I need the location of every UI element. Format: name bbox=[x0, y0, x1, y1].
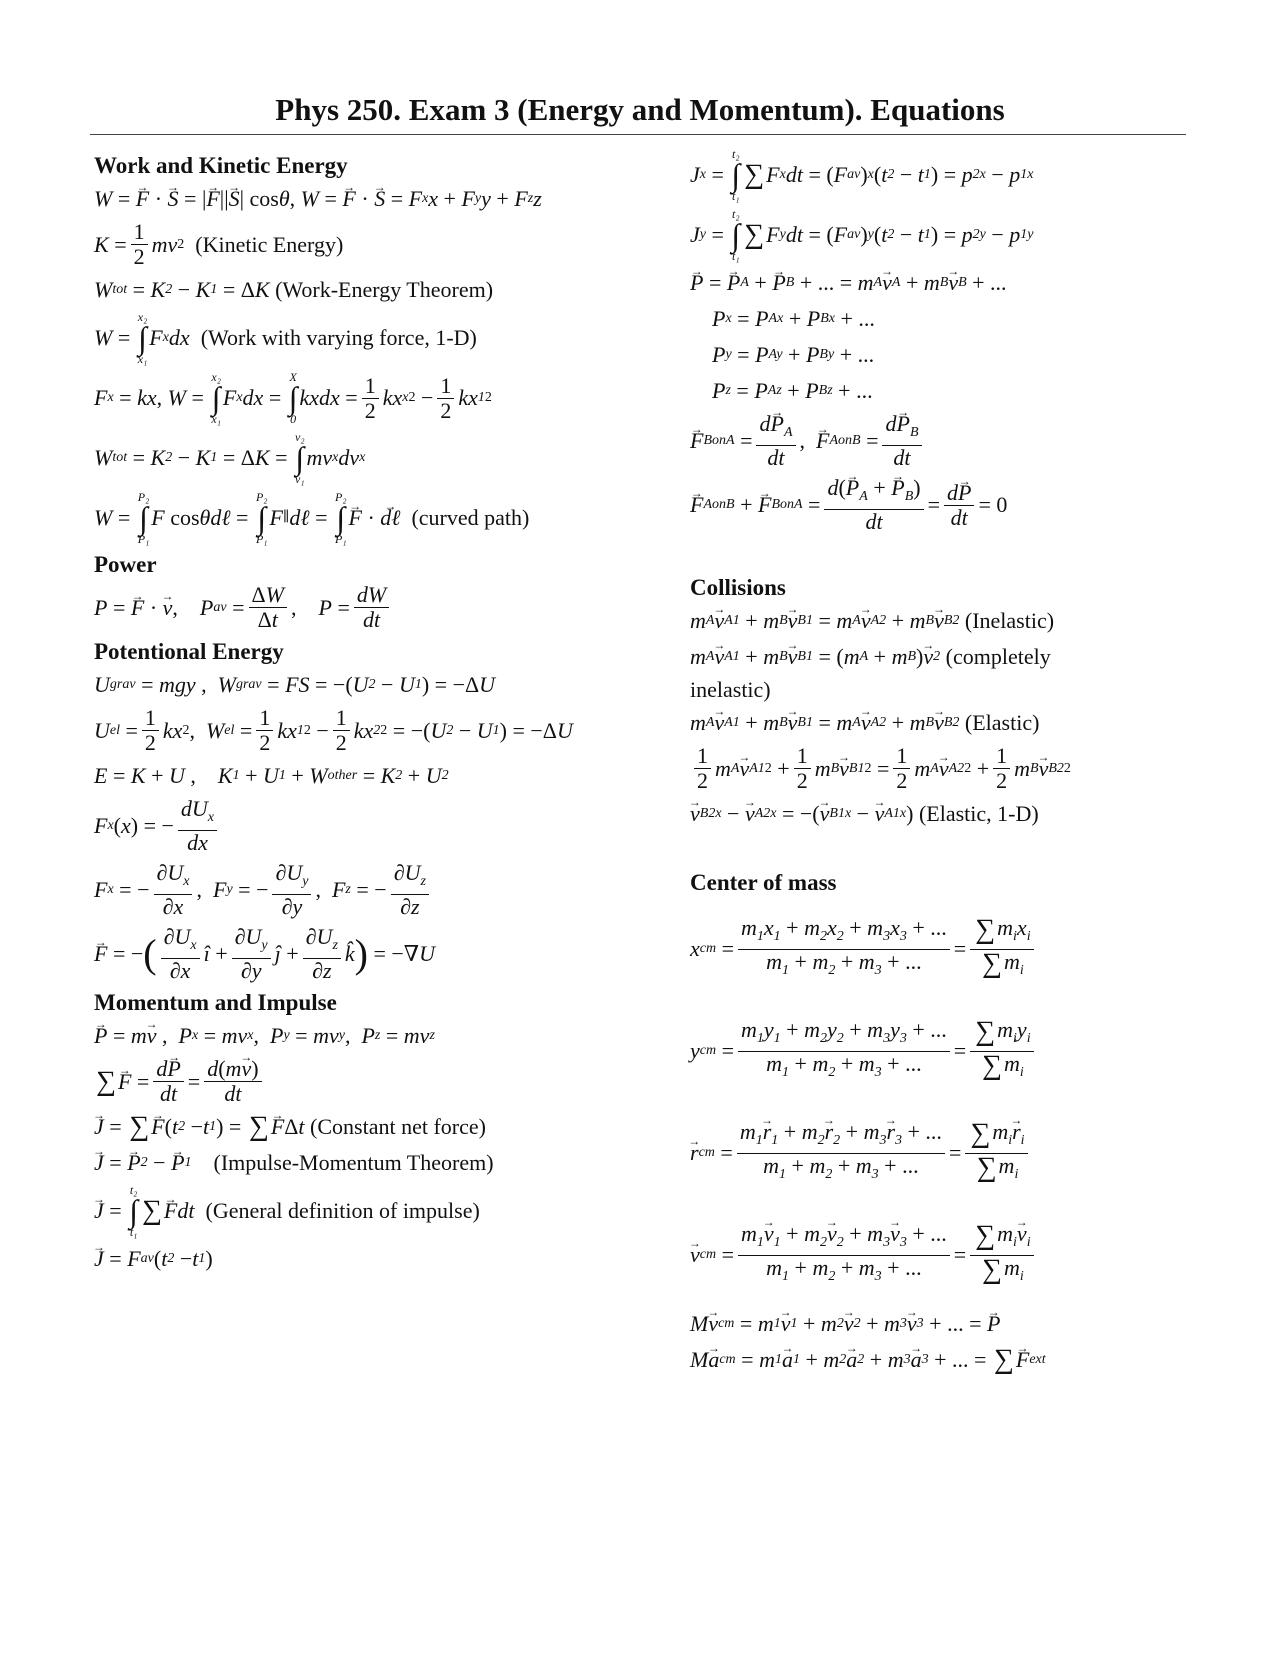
equation-impulse-average-force: → J = F av ( t 2 − t 1 ) bbox=[94, 1244, 654, 1274]
section-heading-potential-energy: Potentional Energy bbox=[94, 639, 284, 664]
equation-collision-completely-inelastic: m A → v A1 + m B → v B1 = ( m A + m B ) → v 2 (completely bbox=[690, 642, 1250, 672]
equation-impulse-x: J x = t₂ ∫ t₁ ∑ F x dt = ( F av ) x ( t 2 − t 1 ) = p 2x − p 1x bbox=[690, 147, 1034, 203]
right-column bbox=[690, 148, 1250, 1381]
equation-note: (Kinetic Energy) bbox=[195, 231, 344, 257]
equation-force-from-potential-1d: F x ( x ) = − $\frac{dU_x}{dx}$ bbox=[94, 797, 654, 855]
equation-total-momentum-cm: M → v cm = m 1 → v 1 + m 2 → v 2 + m 3 → v 3 + ... = → P bbox=[690, 1309, 1250, 1339]
section-heading-center-of-mass: Center of mass bbox=[690, 870, 837, 895]
equation-internal-forces: → F BonA = $\frac{d\to P_A}{dt}$ , → F AonB = $\frac{d\to P_B}{dt}$ bbox=[690, 412, 1250, 470]
equation-note: (General definition of impulse) bbox=[205, 1198, 480, 1223]
equation-center-of-mass-x: x cm = $\frac{m_1x_1 + m_2x_2 + m_3x_3 + ...}{m_1 + m_2 + m_3 + ...}$ = $\frac{\sum m_ix_i}{\sum m_i}$ bbox=[690, 901, 1250, 997]
equation-force-partial-derivatives: F x = − $\frac{\partial U_x}{\partial x}$ , F y = − $\frac{\partial U_y}{\partial y}$ , F z = − $\frac{\partial U_z}{\partial z}$ bbox=[94, 861, 654, 919]
equation-momentum-x: P x = P Ax + P Bx + ... bbox=[712, 306, 875, 331]
equation-work-total-integral: W tot = K 2 − K 1 = Δ K = v₂ ∫ v₁ mv x dv x bbox=[94, 430, 366, 486]
equation-work-curved-path: W = P₂ ∫ P₁ F cos θdℓ = P₂ ∫ P₁ F ∥ dℓ = P₂ ∫ P₁ → F · → dℓ (curved path) bbox=[94, 491, 654, 545]
equation-kinetic-energy: K = $\frac{1}{2}$ mv 2 (Kinetic Energy) bbox=[94, 219, 344, 269]
equation-center-of-mass-v: → v cm = $\frac{m_1\to v_1 + m_2\to v_2 + m_3\to v_3 + ...}{m_1 + m_2 + m_3 + ...}$ = $\frac{\sum m_i\to v_i}{\sum m_i}$ bbox=[690, 1207, 1250, 1303]
equation-collision-elastic-energy: $\frac{1}{2}$ m A → v A1 2 + $\frac{1}{2}$ m B → v B1 2 = $\frac{1}{2}$ m A → v A2 2 + $\frac{1}{2}$ m B → v B2 2 bbox=[690, 744, 1250, 793]
equation-note: inelastic) bbox=[690, 677, 771, 702]
left-column bbox=[94, 152, 654, 1280]
equation-force-gradient: → F = − ( $\frac{\partial U_x}{\partial x}$ î + $\frac{\partial U_y}{\partial y}$ ĵ + $\frac{\partial U_z}{\partial z}$ k̂ ) = −∇ U bbox=[94, 925, 654, 983]
equation-note: (Impulse-Momentum Theorem) bbox=[213, 1150, 494, 1175]
equation-momentum-y: P y = P Ay + P By + ... bbox=[712, 342, 875, 367]
equation-impulse-momentum-theorem: → J = → P 2 − → P 1 (Impulse-Momentum Theorem) bbox=[94, 1148, 654, 1178]
equation-elastic-potential: U el = $\frac{1}{2}$ kx 2 , W el = $\frac{1}{2}$ kx 1 2 − $\frac{1}{2}$ kx 2 2 = −( U 2 − U 1 ) = −Δ U bbox=[94, 705, 573, 755]
equation-center-of-mass-y: y cm = $\frac{m_1y_1 + m_2y_2 + m_3y_3 + ...}{m_1 + m_2 + m_3 + ...}$ = $\frac{\sum m_iy_i}{\sum m_i}$ bbox=[690, 1003, 1250, 1099]
equation-collision-inelastic: m A → v A1 + m B → v B1 = m A → v A2 + m B → v B2 (Inelastic) bbox=[690, 606, 1250, 636]
equation-total-momentum: → P = → P A + → P B + ... = m A → v A + m B → v B + ... bbox=[690, 268, 1250, 298]
equation-note: (Elastic) bbox=[964, 710, 1040, 735]
equation-note: (Constant net force) bbox=[310, 1114, 486, 1139]
equation-note: (Elastic, 1-D) bbox=[918, 801, 1039, 826]
equation-momentum-z: P z = P Az + P Bz + ... bbox=[712, 378, 873, 403]
page-title: Phys 250. Exam 3 (Energy and Momentum). Equations bbox=[275, 92, 1005, 127]
equation-work-varying-force: W = x₂ ∫ x₁ F x dx (Work with varying force, 1-D) bbox=[94, 310, 477, 366]
equation-spring-work: F x = kx , W = x₂ ∫ x₁ F x dx = X ∫ 0 kxdx = $\frac{1}{2}$ kx x 2 − $\frac{1}{2}$ kx 1 2 bbox=[94, 370, 492, 426]
equation-note: (Work with varying force, 1-D) bbox=[200, 325, 477, 350]
equation-impulse-y: J y = t₂ ∫ t₁ ∑ F y dt = ( F av ) y ( t 2 − t 1 ) = p 2y − p 1y bbox=[690, 207, 1034, 263]
equation-impulse-constant-force: → J = ∑ → F ( t 2 − t 1 ) = ∑ → F Δ t (Constant net force) bbox=[94, 1112, 654, 1142]
equation-momentum: → P = m → v , P x = mv x , P y = mv y , P z = mv z bbox=[94, 1021, 654, 1051]
equation-center-of-mass-r: → r cm = $\frac{m_1\to r_1 + m_2\to r_2 + m_3\to r_3 + ...}{m_1 + m_2 + m_3 + ...}$ = $\frac{\sum m_i\to r_i}{\sum m_i}$ bbox=[690, 1105, 1250, 1201]
section-heading-collisions: Collisions bbox=[690, 575, 786, 600]
equation-collision-elastic: m A → v A1 + m B → v B1 = m A → v A2 + m B → v B2 (Elastic) bbox=[690, 708, 1250, 738]
equation-work-dot-product: W = → F · → S = | → F || → S | cos θ , W = → F · → S = F x x + F y y + F z z bbox=[94, 184, 654, 214]
equation-note: (curved path) bbox=[411, 505, 530, 530]
equation-note-continuation bbox=[690, 678, 1250, 702]
equation-note: (Inelastic) bbox=[964, 608, 1055, 633]
equation-net-force-momentum: ∑ → F = $\frac{d\to P}{dt}$ = $\frac{d(m\to v)}{dt}$ bbox=[94, 1057, 654, 1106]
equation-gravitational-potential: U grav = mgy , W grav = FS = −( U 2 − U 1 ) = −Δ U bbox=[94, 672, 496, 697]
equation-net-external-force-cm: M → a cm = m 1 → a 1 + m 2 → a 2 + m 3 → a 3 + ... = ∑ → F ext bbox=[690, 1345, 1250, 1375]
equation-collision-elastic-1d: → v B2x − → v A2x = −( → v B1x − → v A1x ) (Elastic, 1-D) bbox=[690, 799, 1250, 829]
title-divider bbox=[90, 134, 1186, 135]
equation-momentum-conservation: → F AonB + → F BonA = $\frac{d(\to P_A + \to P_B)}{dt}$ = $\frac{d\to P}{dt}$ = 0 bbox=[690, 476, 1250, 534]
section-heading-power: Power bbox=[94, 552, 157, 577]
equation-energy-conservation: E = K + U , K 1 + U 1 + W other = K 2 + U 2 bbox=[94, 763, 449, 788]
equation-power: P = → F · → v , P av = $\frac{\Delta W}{\Delta t}$ , P = $\frac{dW}{dt}$ bbox=[94, 583, 654, 632]
section-heading-momentum-impulse: Momentum and Impulse bbox=[94, 990, 337, 1015]
equation-note: (Work-Energy Theorem) bbox=[275, 277, 494, 302]
equation-note: (completely bbox=[945, 644, 1051, 669]
equation-work-energy-theorem: W tot = K 2 − K 1 = Δ K (Work-Energy Theorem) bbox=[94, 277, 494, 302]
section-heading-work-kinetic-energy: Work and Kinetic Energy bbox=[94, 153, 348, 178]
equation-impulse-general: → J = t₂ ∫ t₁ ∑ → F dt (General definition of impulse) bbox=[94, 1184, 654, 1238]
